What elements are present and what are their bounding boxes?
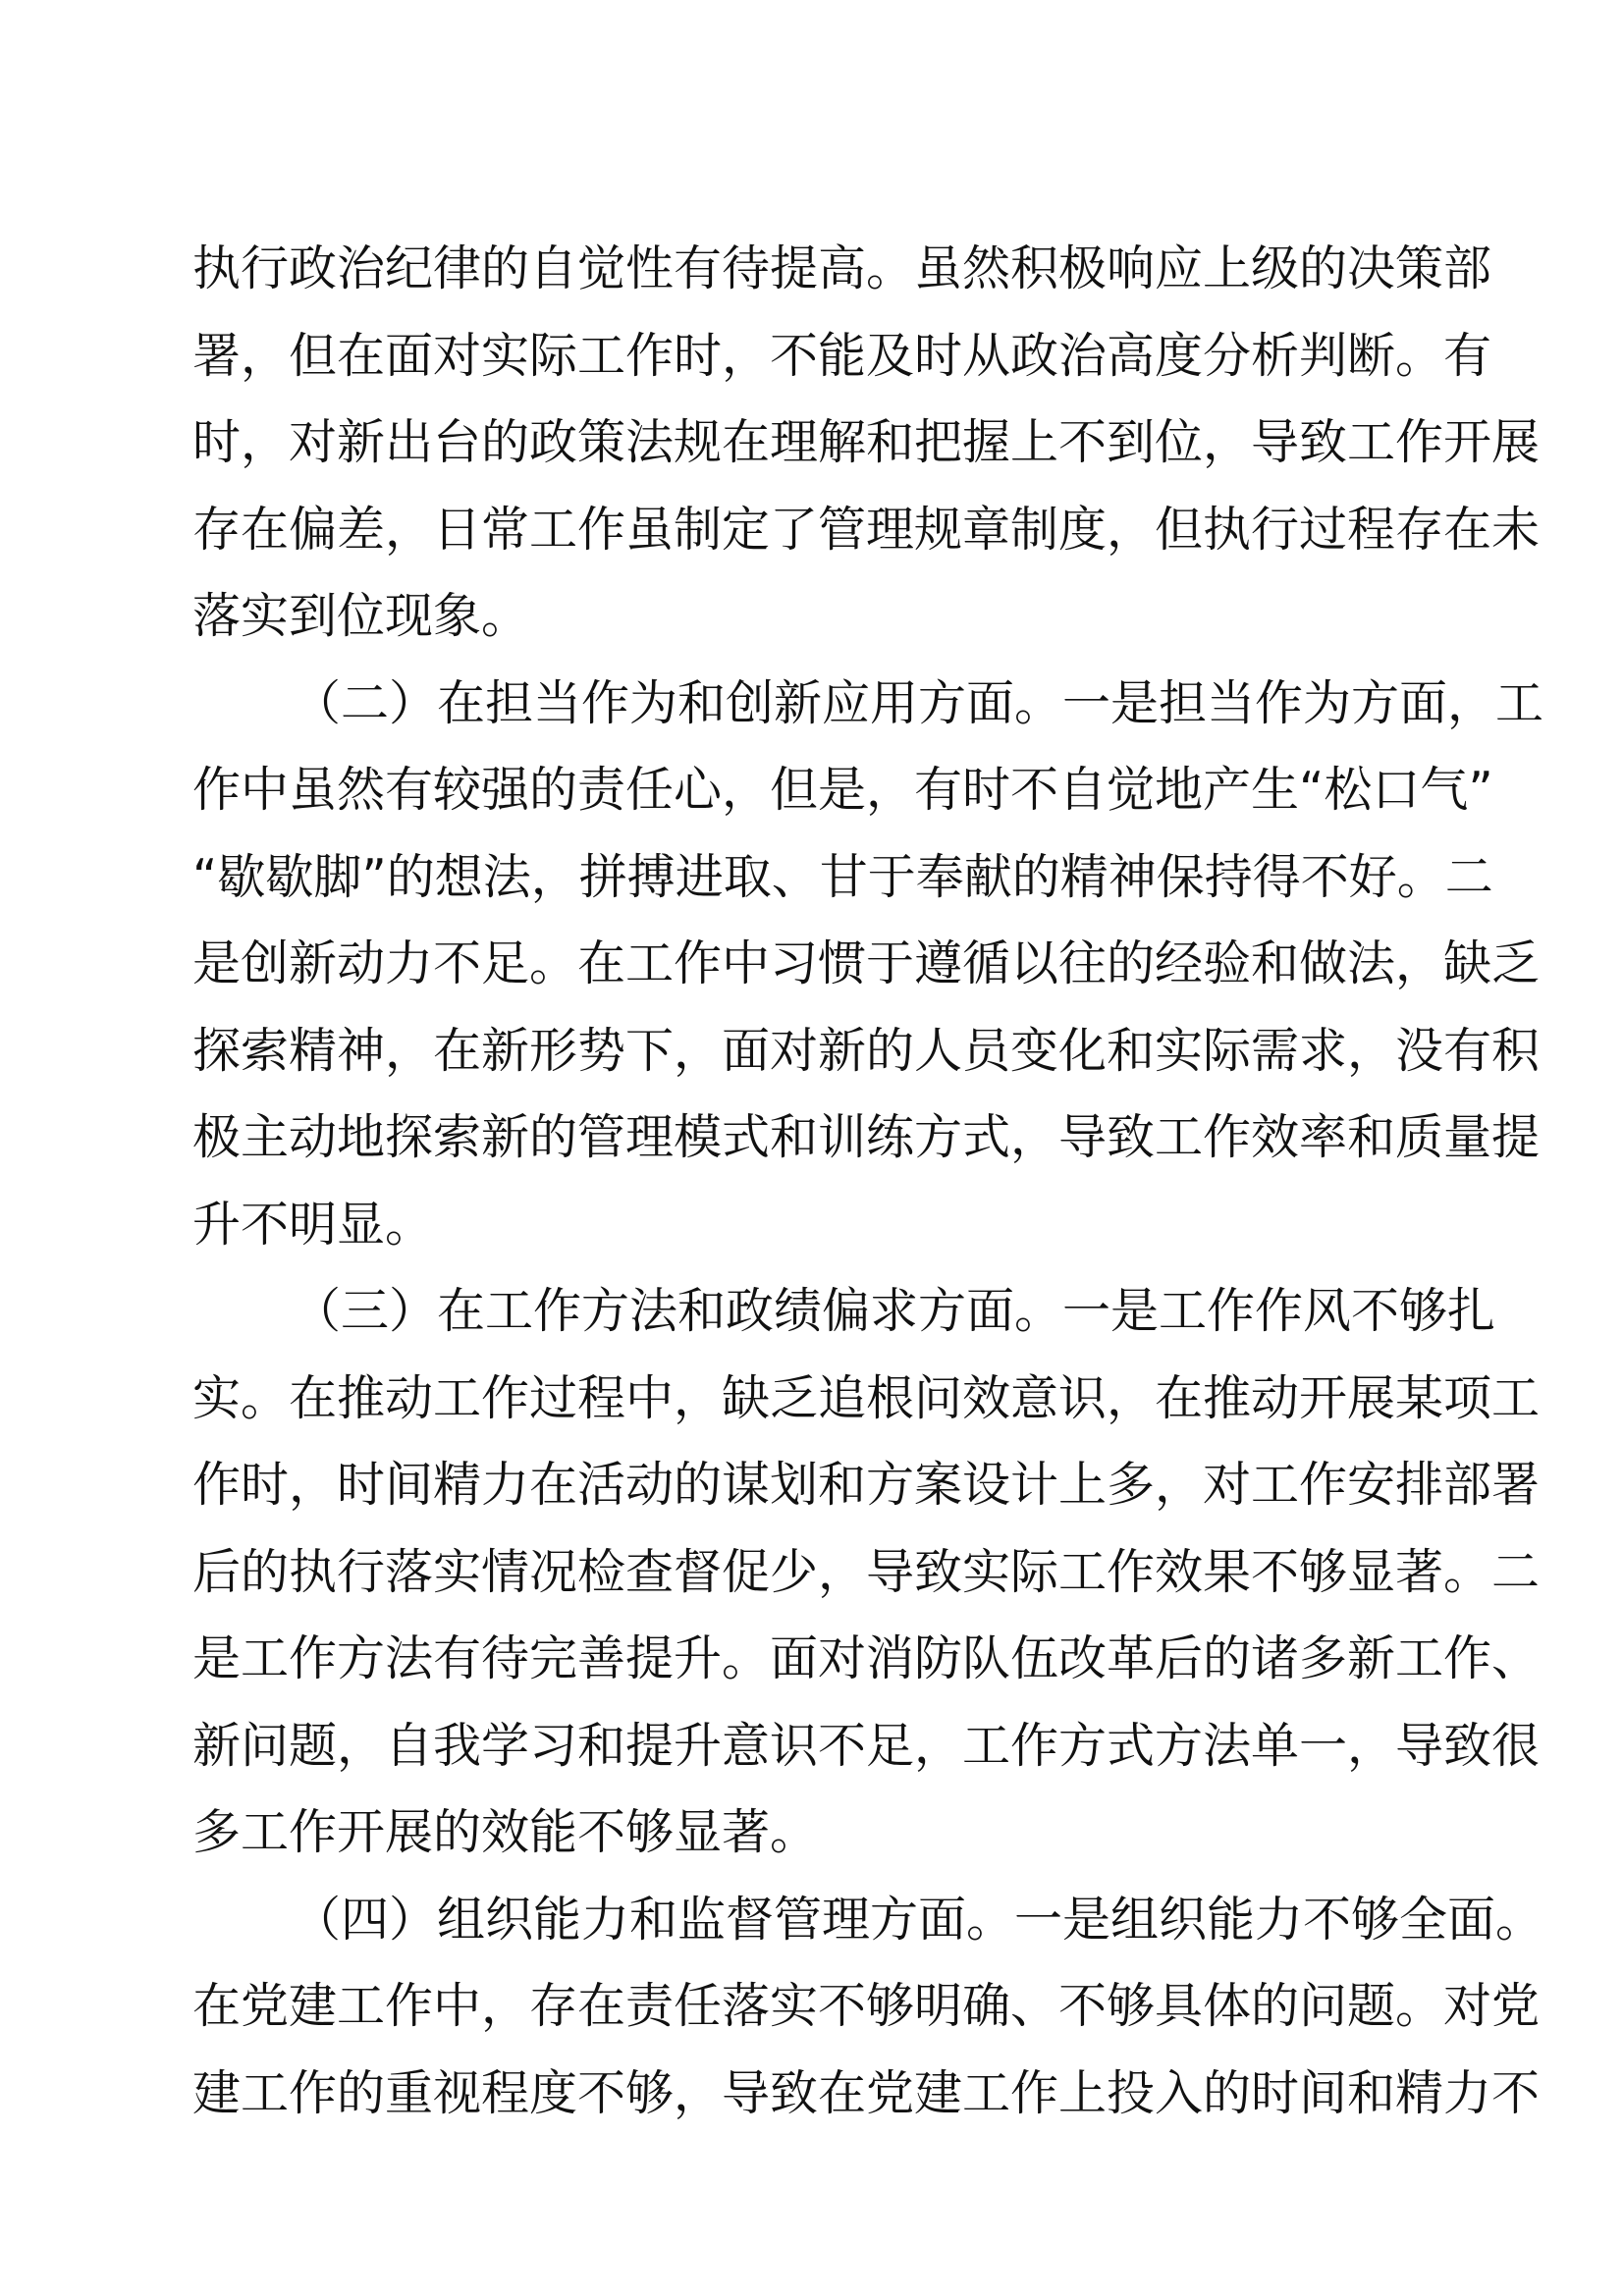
text-line: 后的执行落实情况检查督促少，导致实际工作效果不够显著。二 [192,1543,1541,1600]
text-line: 执行政治纪律的自觉性有待提高。虽然积极响应上级的决策部 [192,240,1492,296]
text-line: 升不明显。 [192,1196,434,1253]
paragraph-section-2 [192,661,1544,1269]
text-line: 建工作的重视程度不够，导致在党建工作上投入的时间和精力不 [192,2064,1541,2121]
text-line: 署，但在面对实际工作时，不能及时从政治高度分析判断。有 [192,327,1492,384]
text-line: 实。在推动工作过程中，缺乏追根问效意识，在推动开展某项工 [192,1369,1541,1426]
text-line: 作中虽然有较强的责任心，但是，有时不自觉地产生“松口气” [192,762,1493,818]
paragraph-section-3 [192,1268,1541,1877]
document-page [192,226,1544,2137]
text-line: （三）在工作方法和政绩偏求方面。一是工作作风不够扎 [293,1283,1496,1339]
text-line: 探索精神，在新形势下，面对新的人员变化和实际需求，没有积 [192,1022,1541,1079]
paragraph-political-discipline [192,226,1541,661]
text-line: 在党建工作中，存在责任落实不够明确、不够具体的问题。对党 [192,1978,1541,2034]
text-line: 存在偏差，日常工作虽制定了管理规章制度，但执行过程存在未 [192,501,1541,558]
text-line: 是创新动力不足。在工作中习惯于遵循以往的经验和做法，缺乏 [192,935,1541,991]
text-line: 落实到位现象。 [192,588,530,644]
text-line: 多工作开展的效能不够显著。 [192,1804,819,1860]
text-line: 新问题，自我学习和提升意识不足，工作方式方法单一，导致很 [192,1717,1541,1774]
text-line: （二）在担当作为和创新应用方面。一是担当作为方面，工 [293,674,1544,731]
text-line: “歇歇脚”的想法，拼搏进取、甘于奉献的精神保持得不好。二 [192,848,1493,905]
text-line: （四）组织能力和监督管理方面。一是组织能力不够全面。 [293,1891,1544,1948]
text-line: 是工作方法有待完善提升。面对消防队伍改革后的诸多新工作、 [192,1630,1541,1686]
text-line: 作时，时间精力在活动的谋划和方案设计上多，对工作安排部署 [192,1457,1541,1513]
text-line: 极主动地探索新的管理模式和训练方式，导致工作效率和质量提 [192,1109,1541,1165]
text-line: 时，对新出台的政策法规在理解和把握上不到位，导致工作开展 [192,414,1541,470]
paragraph-section-4 [192,1877,1544,2138]
